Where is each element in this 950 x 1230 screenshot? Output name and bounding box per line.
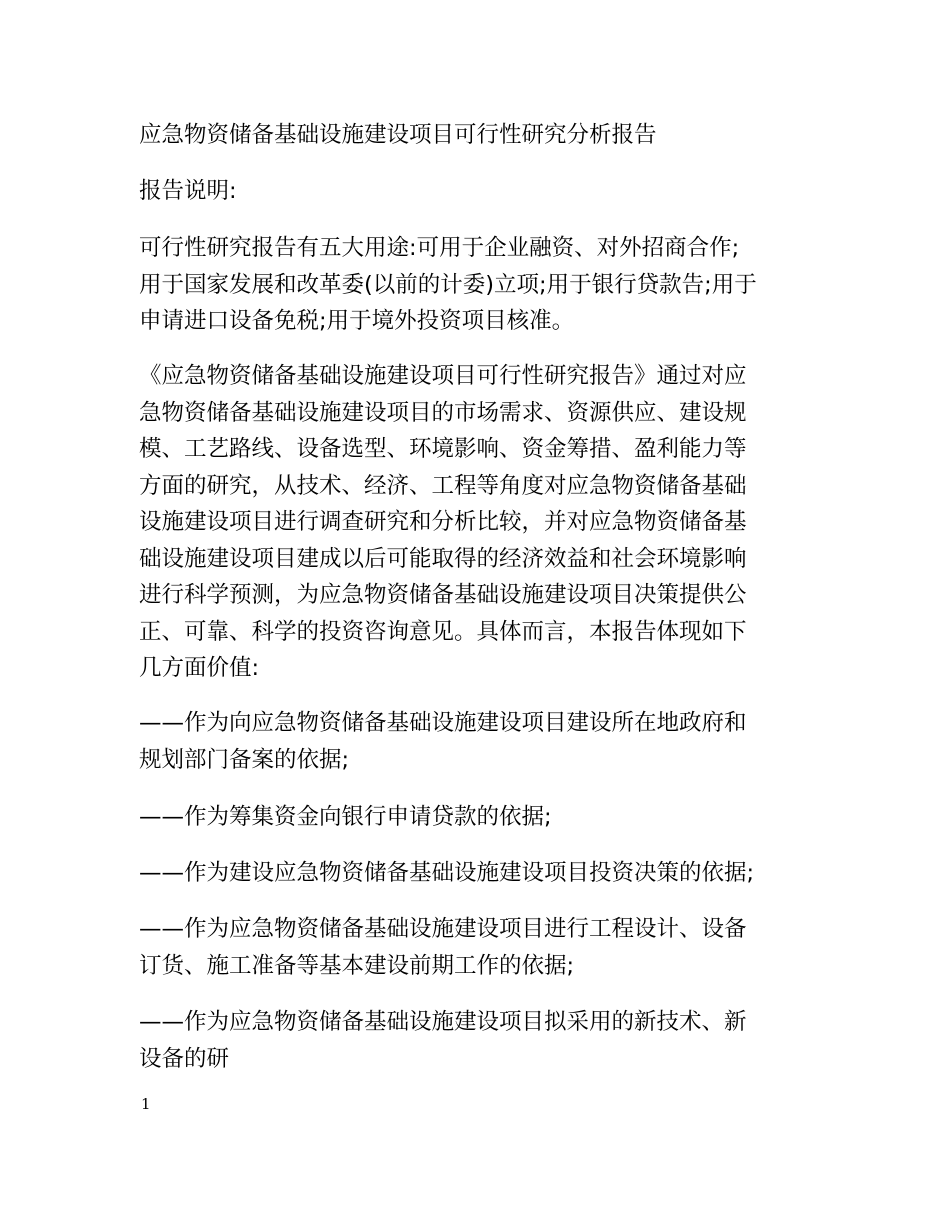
value-item-line: 订货、施工准备等基本建设前期工作的依据; (139, 952, 575, 979)
value-item (139, 1004, 829, 1077)
paragraph-line: 几方面价值: (139, 655, 260, 681)
value-item-line: ——作为建设应急物资储备基础设施建设项目投资决策的依据; (139, 860, 755, 886)
paragraph-line: 《应急物资储备基础设施建设项目可行性研究报告》通过对应 (139, 363, 747, 389)
value-item (139, 705, 829, 778)
paragraph-line: 正、可靠、科学的投资咨询意见。具体而言，本报告体现如下 (139, 618, 747, 645)
value-item-line: 设备的研 (139, 1045, 230, 1072)
paragraph-uses (139, 230, 829, 340)
paragraph-intro (139, 358, 829, 687)
paragraph-line: 设施建设项目进行调查研究和分析比较，并对应急物资储备基 (139, 509, 747, 535)
paragraph-line: 申请进口设备免税;用于境外投资项目核准。 (139, 308, 575, 334)
value-item (139, 855, 829, 892)
value-item (139, 911, 829, 984)
document-title (139, 117, 829, 154)
section-heading (139, 173, 829, 210)
page-number: 1 (141, 1095, 151, 1113)
paragraph-line: 急物资储备基础设施建设项目的市场需求、资源供应、建设规 (139, 399, 747, 426)
value-item-line: ——作为筹集资金向银行申请贷款的依据; (139, 804, 552, 830)
title-line: 应急物资储备基础设施建设项目可行性研究分析报告 (139, 122, 657, 148)
paragraph-line: 方面的研究，从技术、经济、工程等角度对应急物资储备基础 (139, 472, 747, 499)
value-item-line: 规划部门备案的依据; (139, 746, 350, 773)
paragraph-line: 础设施建设项目建成以后可能取得的经济效益和社会环境影响 (139, 545, 747, 572)
value-item-line: ——作为应急物资储备基础设施建设项目进行工程设计、设备 (139, 916, 747, 942)
section-heading-line: 报告说明: (139, 178, 237, 204)
paragraph-line: 可行性研究报告有五大用途:可用于企业融资、对外招商合作; (139, 235, 740, 261)
paragraph-line: 进行科学预测，为应急物资储备基础设施建设项目决策提供公 (139, 582, 747, 608)
value-item-line: ——作为向应急物资储备基础设施建设项目建设所在地政府和 (139, 710, 747, 736)
paragraph-line: 模、工艺路线、设备选型、环境影响、资金筹措、盈利能力等 (139, 436, 747, 462)
value-item (139, 799, 829, 836)
value-item-line: ——作为应急物资储备基础设施建设项目拟采用的新技术、新 (139, 1009, 747, 1035)
paragraph-line: 用于国家发展和改革委(以前的计委)立项;用于银行贷款告;用于 (139, 271, 757, 298)
